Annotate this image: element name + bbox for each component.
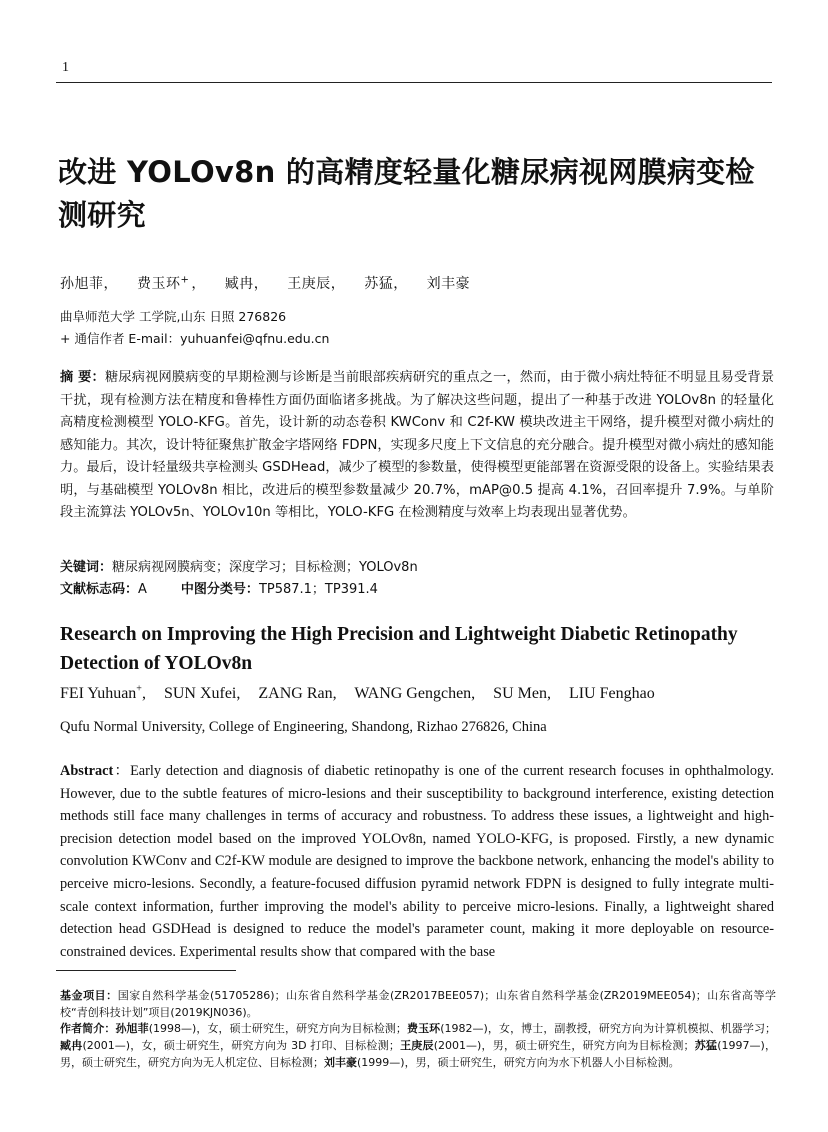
author-cn: 孙旭菲， [60,276,118,292]
abstract-cn-label: 摘 要： [60,370,105,385]
classification-chinese [60,578,378,597]
bio-name: 臧冉 [60,1039,83,1052]
author-cn: 刘丰豪 [426,276,471,292]
authors-chinese [60,273,484,293]
abstract-cn-text: 糖尿病视网膜病变的早期检测与诊断是当前眼部疾病研究的重点之一，然而，由于微小病灶特征不明显且易受背景干扰，现有检测方法在精度和鲁棒性方面仍面临诸多挑战。为了解决这些问题，提出了一种基于改进 YOLOv8n 的轻量化高精度检测模型 YOLO-KFG。首先，设计新的动态卷积 KWConv 和 C2f-KW 模块改进主干网络，提升模型对微小病灶的感知能力。其次，设计特征聚焦扩散金字塔网络 FDPN，实现多尺度上下文信息的充分融合。提升模型对微小病灶的感知能力。最后，设计轻量级共享检测头 GSDHead，减少了模型的参数量，使得模型更能部署在资源受限的设备上。实验结果表明，与基础模型 YOLOv8n 相比，改进后的模型参数量减少 20.7%，mAP@0.5 提高 4.1%，召回率提升 7.9%。与单阶段主流算法 YOLOv5n、YOLOv10n 等相比，YOLO-KFG 在检测精度与效率上均表现出显著优势。 [60,370,775,520]
keywords-chinese [60,556,418,575]
author-cn: 苏猛， [364,276,408,292]
bio-name: 孙旭菲 [115,1022,149,1035]
author-en: LIU Fenghao [568,685,655,703]
keywords-cn-label: 关键词： [60,560,113,575]
footnote-author-bio [60,1020,776,1071]
author-cn-name: 费玉环 [136,276,181,292]
abstract-en-label: Abstract [60,763,114,779]
keywords-cn-text: 糖尿病视网膜病变；深度学习；目标检测；YOLOv8n [112,560,418,575]
abstract-english [60,760,774,963]
abstract-en-sep: ： [113,763,131,779]
bio-name: 费玉环 [406,1022,441,1035]
abstract-chinese [60,367,774,525]
bio-name: 王庚辰 [399,1039,434,1052]
affiliation-english: Qufu Normal University, College of Engineering, Shandong, Rizhao 276826, China [60,719,547,735]
author-en: ZANG Ran, [258,685,337,703]
author-en: WANG Gengchen, [354,685,476,703]
bio-info: (1997—)，男，硕士研究生，研究方向为无人机定位、目标检测； [60,1039,777,1069]
affiliation-chinese: 曲阜师范大学 工学院,山东 日照 276826 [60,309,287,324]
bio-info: (1982—)，女，博士，副教授，研究方向为计算机模拟、机器学习； [440,1022,777,1035]
author-en: SUN Xufei, [163,685,241,703]
author-en: SU Men, [493,685,551,703]
bio-info: (1999—)，男，硕士研究生，研究方向为水下机器人小目标检测。 [357,1056,680,1069]
doc-code-value: A [138,582,147,597]
author-en-name: FEI Yuhuan [60,685,137,703]
author-cn-separator: ， [191,276,206,292]
authors-english [60,684,669,703]
footnote-funding [60,987,776,1021]
page-number: 1 [62,60,69,75]
title-chinese: 改进 YOLOv8n 的高精度轻量化糖尿病视网膜病变检测研究 [58,155,755,232]
corresponding-author-chinese: + 通信作者 E-mail：yuhuanfei@qfnu.edu.cn [60,331,330,346]
author-cn-corresponding [137,276,206,292]
funding-label: 基金项目： [60,989,118,1002]
bio-name: 刘丰豪 [324,1056,357,1069]
bio-label: 作者简介： [60,1022,116,1035]
corresponding-mark: + [180,274,190,286]
bio-info: (2001—)，男，硕士研究生，研究方向为目标检测； [433,1039,695,1052]
footnote-rule [56,970,236,971]
author-en-separator: , [141,685,146,703]
author-en-corresponding [60,685,146,702]
author-cn: 王庚辰， [287,276,346,292]
funding-text: 国家自然科学基金(51705286)；山东省自然科学基金(ZR2017BEE057)；山东省自然科学基金(ZR2019MEE054)；山东省高等学校“青创科技计划”项目(2019KJN036)。 [60,989,776,1019]
title-english: Research on Improving the High Precision and Lightweight Diabetic Retinopathy Detection of YOLOv8n [60,624,738,674]
clc-label: 中图分类号： [180,582,259,597]
bio-info: (1998—)，女，硕士研究生，研究方向为目标检测； [148,1022,407,1035]
doc-code-label: 文献标志码： [60,582,139,597]
bio-info: (2001—)，女，硕士研究生，研究方向为 3D 打印、目标检测； [82,1039,400,1052]
abstract-en-text: Early detection and diagnosis of diabetic retinopathy is one of the current research focuses in ophthalmology. However, due to the subtle features of micro-lesions and their susceptibility to background interference, existing detection methods still face many challenges in terms of accuracy and robustness. To address these issues, a lightweight and high-precision detection model based on the improved YOLOv8n, named YOLO-KFG, is proposed. Firstly, a new dynamic convolution KWConv and C2f-KW module are designed to improve the backbone network, enhancing the model's ability to perceive micro-lesions. Secondly, a feature-focused diffusion pyramid network FDPN is designed to fully integrate multi-scale context information, further improving the model's ability to perceive micro-lesions. Finally, a lightweight shared detection head GSDHead is designed to reduce the model's parameter count, making it more deployable on resource-constrained devices. Experimental results show that compared with the base [60,763,775,960]
clc-value: TP587.1；TP391.4 [258,582,378,597]
author-cn: 臧冉， [224,276,269,292]
bio-name: 苏猛 [694,1039,718,1052]
corresponding-mark-en: + [136,684,142,695]
header-rule [56,82,772,83]
